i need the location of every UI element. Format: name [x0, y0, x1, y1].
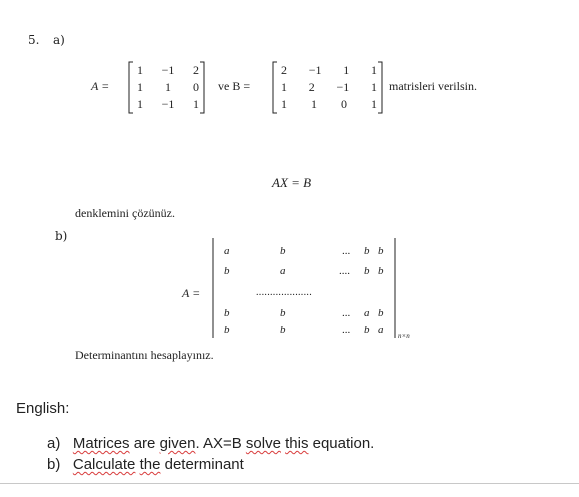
english-a-label: a): [47, 435, 61, 452]
part-a-label: a): [53, 33, 65, 47]
equation: AX = B: [272, 175, 312, 190]
matrix-cell: 1: [281, 97, 287, 111]
det-row: [212, 265, 412, 279]
english-b-label: b): [47, 456, 61, 473]
a-equals-label: A =: [91, 79, 110, 93]
spell-flagged-word: given: [159, 435, 196, 452]
page-divider: [0, 483, 579, 484]
matrix-cell: 1: [137, 97, 143, 111]
det-cell: b: [378, 265, 384, 277]
det-cell: a: [280, 265, 286, 277]
matrix-a-row: [137, 97, 199, 114]
english-word: are: [133, 435, 156, 452]
det-cell: b: [364, 324, 370, 336]
matrix-cell: 0: [193, 80, 199, 94]
matrix-a-row: [137, 80, 199, 97]
det-cell: b: [280, 307, 286, 319]
det-cell: a: [378, 324, 384, 336]
det-cell: b: [378, 245, 384, 257]
spell-flagged-word: solve: [245, 435, 281, 452]
det-row: [212, 307, 412, 321]
det-instruction: Determinantını hesaplayınız.: [75, 348, 214, 362]
det-subscript: n×n: [398, 332, 410, 340]
matrix-cell: 1: [343, 63, 350, 77]
matrix-cell: 1: [137, 80, 143, 94]
english-word: equation.: [312, 435, 375, 452]
det-dots: ...: [342, 324, 351, 336]
matrix-cell: 2: [308, 80, 315, 94]
matrix-cell: −1: [308, 63, 322, 77]
det-cell: a: [364, 307, 370, 319]
given-text: matrisleri verilsin.: [389, 79, 477, 93]
matrix-cell: 1: [137, 63, 143, 77]
det-row: [212, 245, 412, 259]
matrix-cell: −1: [336, 80, 350, 94]
matrix-a: [127, 61, 206, 114]
matrix-cell: 1: [370, 63, 377, 77]
det-a-equals-label: A =: [182, 286, 201, 300]
matrix-b: [271, 61, 384, 114]
det-cell: b: [280, 245, 286, 257]
det-cell: b: [280, 324, 286, 336]
det-cell: b: [224, 307, 230, 319]
det-cell: b: [224, 324, 230, 336]
det-middle-dots: ....................: [256, 287, 312, 298]
spell-flagged-word: Calculate: [72, 456, 136, 473]
matrix-cell: −1: [161, 63, 175, 77]
english-heading: English:: [16, 400, 70, 417]
spell-flagged-word: Matrices: [72, 435, 130, 452]
det-cell: a: [224, 245, 230, 257]
matrix-cell: 2: [281, 63, 287, 77]
english-item-b: [47, 456, 244, 473]
matrix-b-row: [281, 97, 377, 114]
matrix-cell: −1: [161, 97, 175, 111]
spell-flagged-word: this: [285, 435, 309, 452]
matrix-cell: 1: [193, 97, 199, 111]
matrix-cell: 1: [370, 80, 377, 94]
det-cell: b: [378, 307, 384, 319]
det-dots: ...: [342, 245, 351, 257]
solve-instruction: denklemini çözünüz.: [75, 206, 175, 220]
det-cell: b: [364, 245, 370, 257]
det-dots: ....: [339, 265, 350, 277]
problem-number: 5.: [28, 33, 40, 47]
spell-flagged-word: the: [139, 456, 161, 473]
det-row: [212, 324, 412, 338]
matrix-a-row: [137, 63, 199, 80]
ve-b-label: ve B =: [218, 79, 251, 93]
det-dots: ...: [342, 307, 351, 319]
matrix-cell: 0: [341, 97, 347, 111]
matrix-cell: 2: [193, 63, 199, 77]
english-word: . AX=B: [195, 435, 242, 452]
matrix-b-row: [281, 63, 377, 80]
matrix-b-row: [281, 80, 377, 97]
english-item-a: [47, 435, 374, 452]
matrix-cell: 1: [311, 97, 317, 111]
det-cell: b: [224, 265, 230, 277]
matrix-cell: 1: [281, 80, 287, 94]
matrix-cell: 1: [165, 80, 171, 94]
english-word: determinant: [164, 456, 244, 473]
det-cell: b: [364, 265, 370, 277]
part-b-label: b): [55, 229, 68, 243]
determinant-matrix: [212, 237, 412, 341]
matrix-cell: 1: [371, 97, 377, 111]
